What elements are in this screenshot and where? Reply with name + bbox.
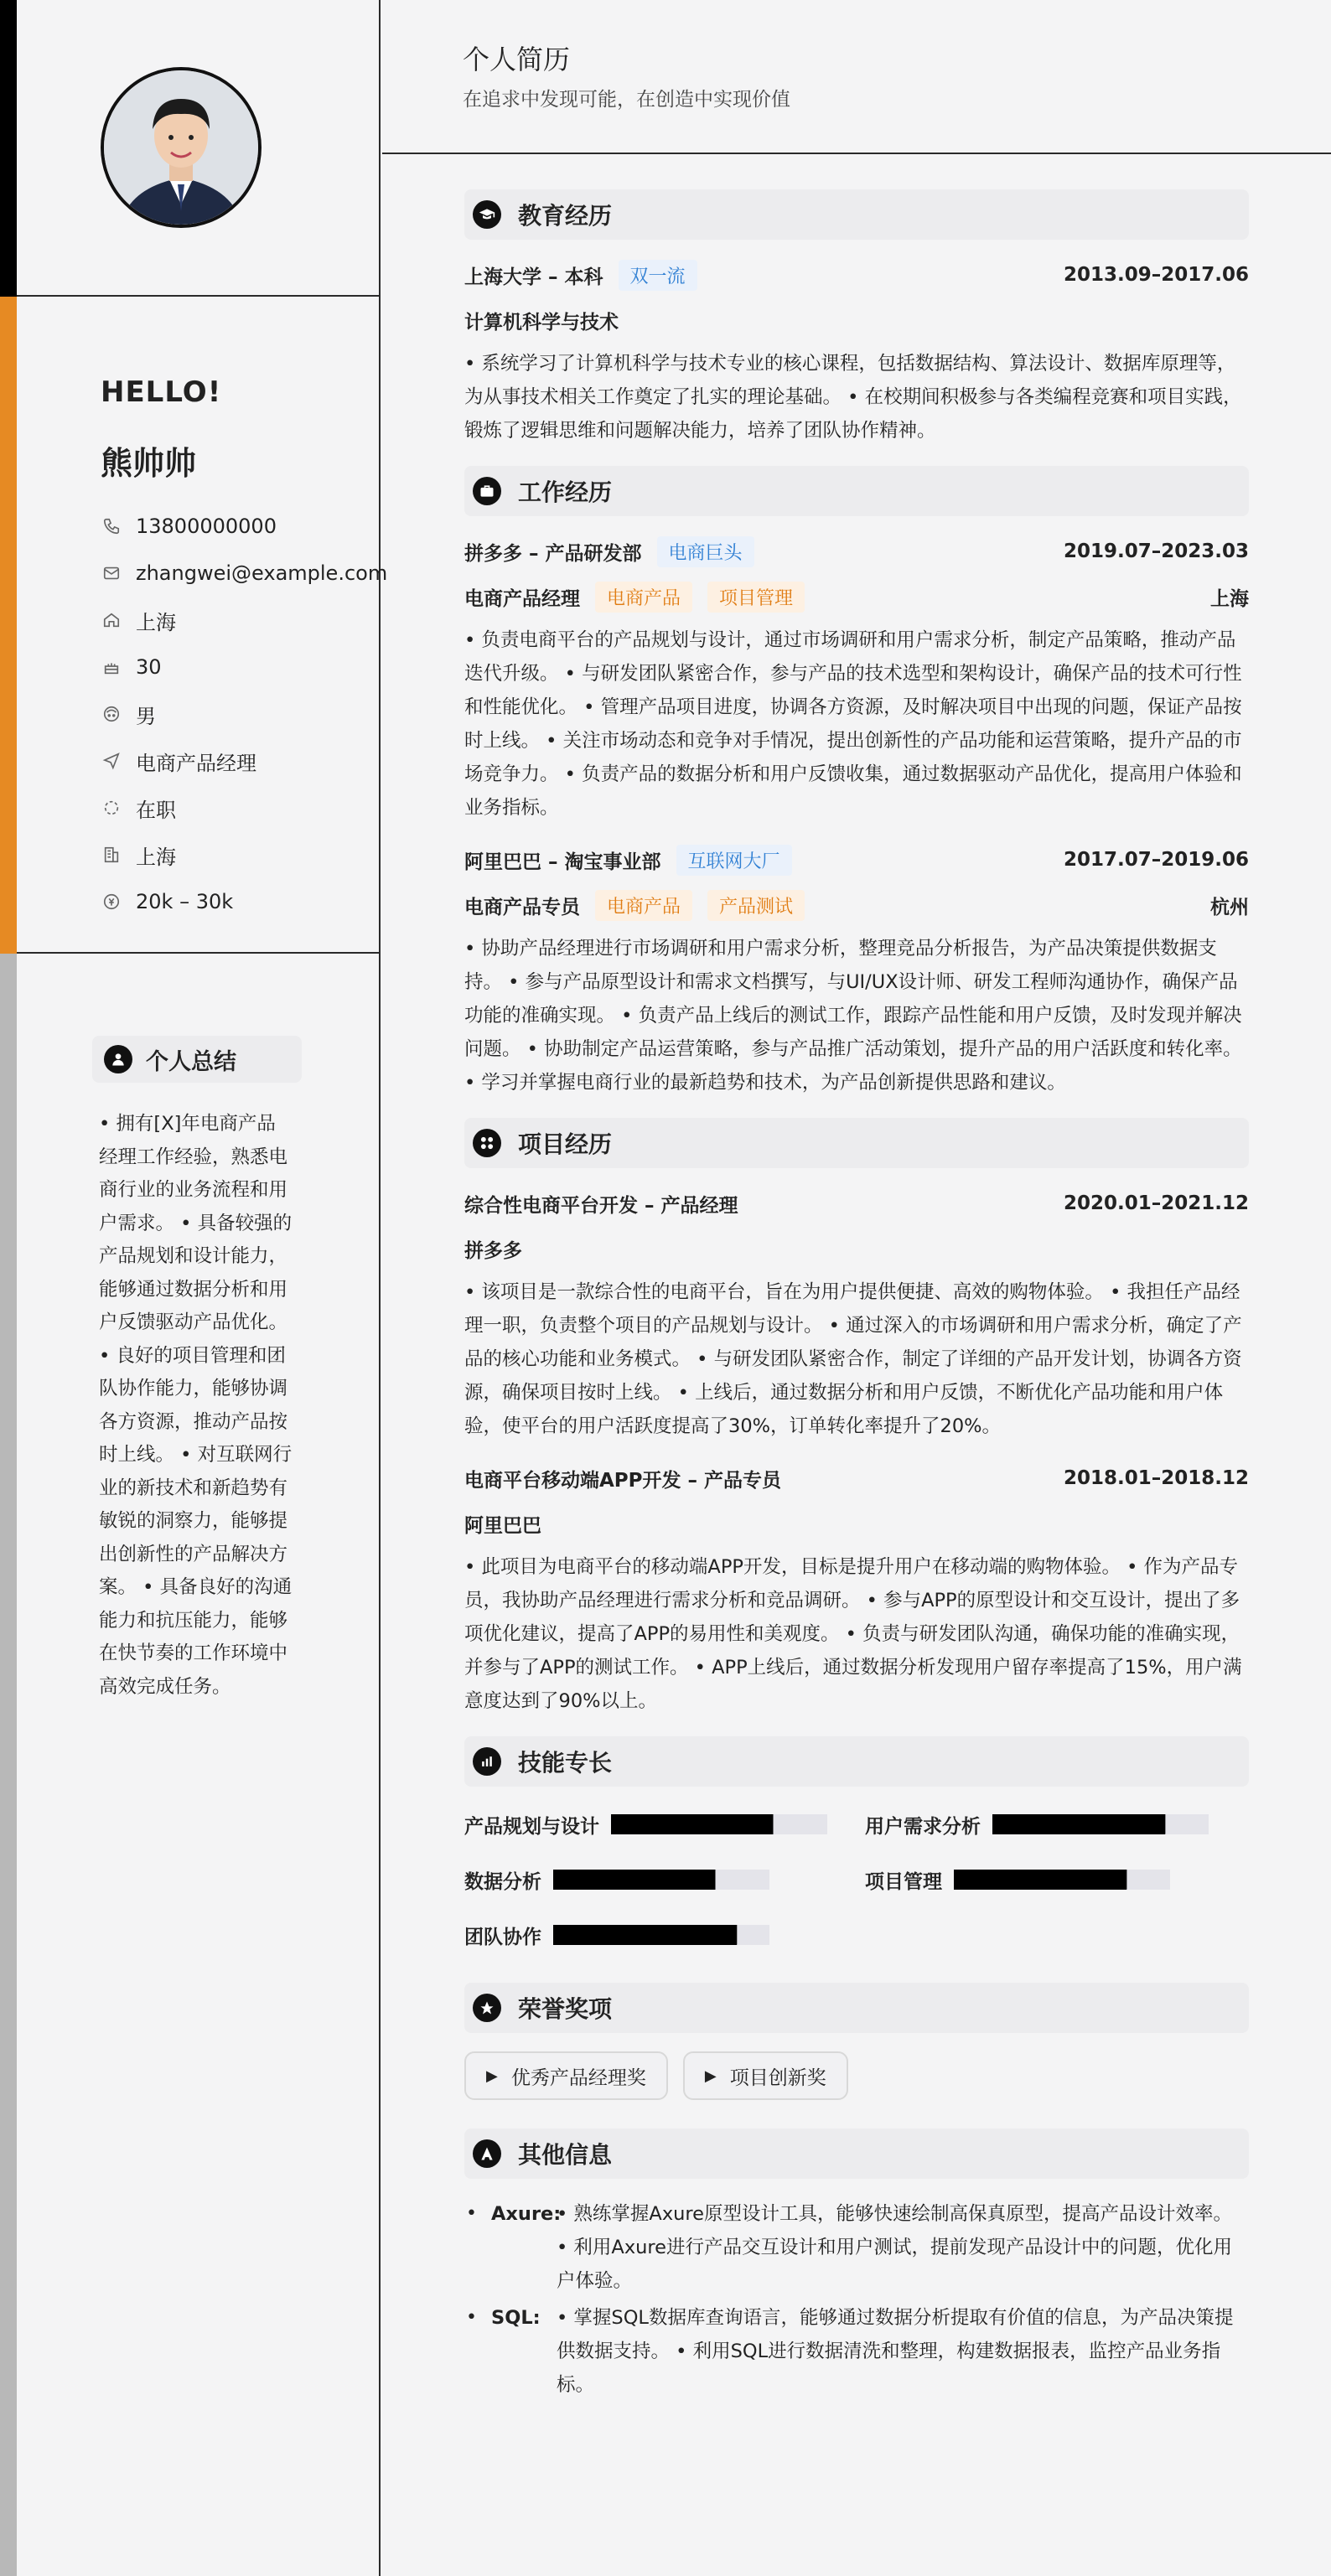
cake-icon xyxy=(101,656,122,678)
projects-section xyxy=(464,1118,1249,1718)
project-name: 电商平台移动端APP开发 – 产品专员 xyxy=(464,1469,782,1492)
page-header xyxy=(382,0,1331,154)
org-row xyxy=(464,1232,1249,1265)
company-tag: 电商巨头 xyxy=(657,536,754,567)
accent-bar-grey xyxy=(0,954,17,2576)
contact-info-list xyxy=(101,503,387,925)
skill-bar xyxy=(954,1870,1170,1890)
gender-icon xyxy=(101,703,122,725)
award-label: 优秀产品经理奖 xyxy=(510,2066,646,2089)
home-icon xyxy=(101,609,122,631)
salary-icon xyxy=(101,891,122,913)
awards-heading xyxy=(464,1983,1249,2033)
info-value: 上海 xyxy=(136,610,176,634)
role-tag: 项目管理 xyxy=(707,582,805,613)
role-tag: 电商产品 xyxy=(595,890,692,921)
entry-description: • 该项目是一款综合性的电商平台，旨在为用户提供便捷、高效的购物体验。 • 我担任产品经理一职，负责整个项目的产品规划与设计。 • 通过深入的市场调研和用户需求分析，确定了产品的核心功能和业务模式。 • 与研发团队紧密合作，制定了详细的产品开发计划，协调各方资源，确保项目按时上线。 • 上线后，通过数据分析和用户反馈，不断优化产品功能和用户体验，使平台的用户活跃度提高了30%，订单转化率提升了20%。 xyxy=(464,1281,1242,1437)
section-title: 工作经历 xyxy=(518,478,613,506)
other-item xyxy=(464,2197,1249,2298)
hello-heading: HELLO! xyxy=(101,375,222,409)
entry-date: 2017.07–2019.06 xyxy=(1063,849,1249,871)
graduation-cap-icon xyxy=(473,200,501,229)
info-value: 在职 xyxy=(136,798,176,822)
major-name: 计算机科学与技术 xyxy=(464,311,619,334)
other-heading xyxy=(464,2129,1249,2179)
section-title: 其他信息 xyxy=(518,2141,613,2169)
person-name: 熊帅帅 xyxy=(101,445,197,482)
skills-section xyxy=(464,1736,1249,1954)
entry-date: 2018.01–2018.12 xyxy=(1063,1467,1249,1489)
skills-grid xyxy=(464,1805,1249,1954)
page-subtitle: 在追求中发现可能，在创造中实现价值 xyxy=(463,89,790,111)
info-status xyxy=(101,784,387,831)
role-row xyxy=(464,580,1249,613)
other-section xyxy=(464,2129,1249,2402)
skill-bar-fill xyxy=(553,1870,716,1890)
skill-item xyxy=(464,1916,865,1954)
skill-bar-fill xyxy=(553,1925,737,1945)
skill-name: 产品规划与设计 xyxy=(464,1815,599,1838)
skill-bar-fill xyxy=(611,1814,774,1834)
building-icon xyxy=(101,844,122,866)
skill-bar xyxy=(553,1870,769,1890)
sidebar xyxy=(0,0,388,2576)
project-name: 综合性电商平台开发 – 产品经理 xyxy=(464,1194,738,1217)
summary-text: • 拥有[X]年电商产品经理工作经验，熟悉电商行业的业务流程和用户需求。 • 具备较强的产品规划和设计能力，能够通过数据分析和用户反馈驱动产品优化。 • 良好的项目管理和团队协作能力，能够协调各方资源，推动产品按时上线。 • 对互联网行业的新技术和新趋势有敏锐的洞察力，能够提出创新性的产品解决方案。 • 具备良好的沟通能力和抗压能力，能够在快节奏的工作环境中高效完成任务。 xyxy=(99,1113,293,1698)
skill-bar-fill xyxy=(992,1814,1165,1834)
project-entry xyxy=(464,1187,1249,1443)
skills-heading xyxy=(464,1736,1249,1787)
section-title: 教育经历 xyxy=(518,202,613,230)
award-label: 项目创新奖 xyxy=(729,2066,826,2089)
education-heading xyxy=(464,189,1249,240)
info-icon xyxy=(473,2139,501,2168)
other-item xyxy=(464,2301,1249,2402)
accent-bar-orange xyxy=(0,297,17,954)
info-city xyxy=(101,831,387,878)
company-tag: 互联网大厂 xyxy=(676,845,792,876)
user-icon xyxy=(104,1045,132,1073)
avatar-portrait-icon xyxy=(104,70,258,225)
main-content xyxy=(464,189,1249,2405)
entry-header xyxy=(464,843,1249,877)
award-icon xyxy=(473,1994,501,2022)
section-title: 项目经历 xyxy=(518,1130,613,1158)
projects-heading xyxy=(464,1118,1249,1168)
skill-name: 用户需求分析 xyxy=(865,1815,981,1838)
info-email xyxy=(101,550,387,597)
entry-date: 2013.09–2017.06 xyxy=(1063,264,1249,286)
role-name: 电商产品专员 xyxy=(464,896,580,918)
other-list xyxy=(464,2197,1249,2402)
triangle-icon: ▶ xyxy=(704,2066,717,2085)
info-gender xyxy=(101,691,387,737)
send-icon xyxy=(101,750,122,772)
entry-description: • 此项目为电商平台的移动端APP开发，目标是提升用户在移动端的购物体验。 • 作为产品专员，我协助产品经理进行需求分析和竞品调研。 • 参与APP的原型设计和交互设计，提出了多项优化建议，提高了APP的易用性和美观度。 • 负责与研发团队沟通，确保功能的准确实现，并参与了APP的测试工作。 • APP上线后，通过数据分析发现用户留存率提高了15%，用户满意度达到了90%以上。 xyxy=(464,1556,1242,1712)
summary-heading xyxy=(92,1036,302,1083)
info-value: 30 xyxy=(136,655,162,679)
skill-name: 项目管理 xyxy=(865,1870,942,1893)
award-chip xyxy=(464,2051,668,2100)
company-name: 阿里巴巴 – 淘宝事业部 xyxy=(464,851,661,873)
briefcase-icon xyxy=(473,477,501,505)
entry-date: 2019.07–2023.03 xyxy=(1063,541,1249,562)
summary-title: 个人总结 xyxy=(146,1048,236,1075)
entry-header xyxy=(464,258,1249,292)
other-label: Axure: xyxy=(491,2203,562,2225)
info-value: 电商产品经理 xyxy=(136,751,256,775)
info-value: 20k – 30k xyxy=(136,890,234,913)
bullet-icon: • xyxy=(466,2203,477,2224)
section-title: 技能专长 xyxy=(518,1749,613,1777)
skill-item xyxy=(865,1805,1249,1844)
work-entry xyxy=(464,843,1249,1099)
skill-name: 团队协作 xyxy=(464,1926,541,1948)
major-row xyxy=(464,303,1249,337)
skill-item xyxy=(865,1860,1249,1899)
role-tag: 电商产品 xyxy=(595,582,692,613)
entry-description: • 协助产品经理进行市场调研和用户需求分析，整理竞品分析报告，为产品决策提供数据支持。 • 参与产品原型设计和需求文档撰写，与UI/UX设计师、研发工程师沟通协作，确保产品功能的准确实现。 • 负责产品上线后的测试工作，跟踪产品性能和用户反馈，及时发现并解决问题。 • 协助制定产品运营策略，参与产品推广活动策划，提升产品的用户活跃度和转化率。 • 学习并掌握电商行业的最新趋势和技术，为产品创新提供思路和建议。 xyxy=(464,938,1242,1094)
info-salary xyxy=(101,878,387,925)
avatar xyxy=(101,67,262,228)
info-age xyxy=(101,644,387,691)
bullet-icon: • xyxy=(466,2307,477,2328)
page-title: 个人简历 xyxy=(463,44,571,75)
triangle-icon: ▶ xyxy=(486,2066,498,2085)
skill-bar xyxy=(553,1925,769,1945)
project-entry xyxy=(464,1461,1249,1718)
entry-date: 2020.01–2021.12 xyxy=(1063,1192,1249,1214)
school-name: 上海大学 – 本科 xyxy=(464,266,603,288)
school-tag: 双一流 xyxy=(619,260,697,291)
company-name: 拼多多 – 产品研发部 xyxy=(464,542,642,565)
grid-icon xyxy=(473,1129,501,1157)
info-position xyxy=(101,737,387,784)
work-entry xyxy=(464,535,1249,825)
divider xyxy=(17,295,379,297)
bar-chart-icon xyxy=(473,1747,501,1776)
education-entry xyxy=(464,258,1249,447)
info-value: 13800000000 xyxy=(136,515,277,538)
info-value: 男 xyxy=(136,704,156,728)
skill-bar-fill xyxy=(954,1870,1126,1890)
role-name: 电商产品经理 xyxy=(464,587,580,610)
other-label: SQL: xyxy=(491,2307,541,2329)
info-location xyxy=(101,597,387,644)
mail-icon xyxy=(101,562,122,584)
work-city: 上海 xyxy=(1210,587,1249,610)
awards-section xyxy=(464,1983,1249,2100)
skill-name: 数据分析 xyxy=(464,1870,541,1893)
role-row xyxy=(464,888,1249,922)
education-section xyxy=(464,189,1249,447)
award-chip xyxy=(683,2051,848,2100)
divider xyxy=(17,952,379,954)
info-value: zhangwei@example.com xyxy=(136,561,388,585)
work-city: 杭州 xyxy=(1210,896,1249,918)
info-phone xyxy=(101,503,387,550)
entry-header xyxy=(464,535,1249,568)
work-heading xyxy=(464,466,1249,516)
entry-header xyxy=(464,1187,1249,1220)
org-row xyxy=(464,1507,1249,1540)
project-org: 拼多多 xyxy=(464,1239,522,1262)
awards-list xyxy=(464,2051,1249,2100)
entry-description: • 系统学习了计算机科学与技术专业的核心课程，包括数据结构、算法设计、数据库原理等，为从事技术相关工作奠定了扎实的理论基础。 • 在校期间积极参与各类编程竞赛和项目实践，锻炼了逻辑思维和问题解决能力，培养了团队协作精神。 xyxy=(464,353,1242,442)
skill-bar xyxy=(992,1814,1209,1834)
accent-bar-black xyxy=(0,0,17,297)
entry-header xyxy=(464,1461,1249,1495)
section-title: 荣誉奖项 xyxy=(518,1995,613,2023)
phone-icon xyxy=(101,515,122,537)
other-text: • 熟练掌握Axure原型设计工具，能够快速绘制高保真原型，提高产品设计效率。 • 利用Axure进行产品交互设计和用户测试，提前发现产品设计中的问题，优化用户体验。 xyxy=(557,2203,1232,2292)
project-org: 阿里巴巴 xyxy=(464,1514,541,1537)
status-icon xyxy=(101,797,122,819)
skill-item xyxy=(464,1805,865,1844)
skill-bar xyxy=(611,1814,827,1834)
info-value: 上海 xyxy=(136,845,176,869)
other-text: • 掌握SQL数据库查询语言，能够通过数据分析提取有价值的信息，为产品决策提供数据支持。 • 利用SQL进行数据清洗和整理，构建数据报表，监控产品业务指标。 xyxy=(557,2307,1234,2396)
role-tag: 产品测试 xyxy=(707,890,805,921)
skill-item xyxy=(464,1860,865,1899)
work-section xyxy=(464,466,1249,1099)
entry-description: • 负责电商平台的产品规划与设计，通过市场调研和用户需求分析，制定产品策略，推动产品迭代升级。 • 与研发团队紧密合作，参与产品的技术选型和架构设计，确保产品的技术可行性和性能优化。 • 管理产品项目进度，协调各方资源，及时解决项目中出现的问题，保证产品按时上线。 • 关注市场动态和竞争对手情况，提出创新性的产品功能和运营策略，提升产品的市场竞争力。 • 负责产品的数据分析和用户反馈收集，通过数据驱动产品优化，提高用户体验和业务指标。 xyxy=(464,629,1242,819)
